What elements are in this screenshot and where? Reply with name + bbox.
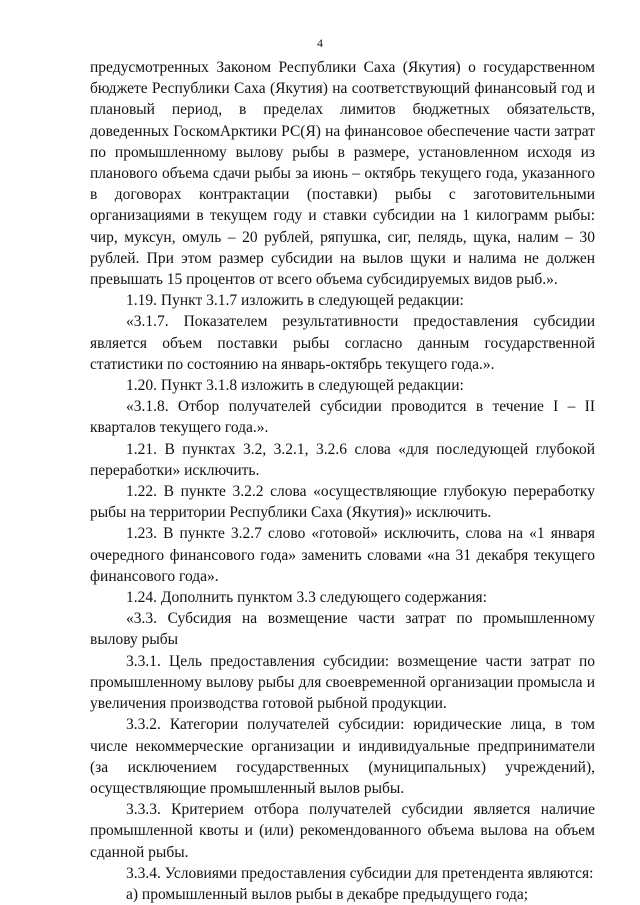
paragraph-1-21: 1.21. В пунктах 3.2, 3.2.1, 3.2.6 слова «для последующей глубокой переработки» исключить. [90, 440, 595, 479]
paragraph-1-20: 1.20. Пункт 3.1.8 изложить в следующей редакции: [126, 377, 464, 395]
paragraph-1-22: 1.22. В пункте 3.2.2 слова «осуществляющие глубокую переработку рыбы на территории Республики Саха (Якутия)» исключить. [90, 483, 595, 522]
paragraph-3-3: «3.3. Субсидия на возмещение части затрат по промышленному вылову рыбы [90, 610, 595, 649]
list-item-a: а) промышленный вылов рыбы в декабре предыдущего года; [126, 885, 529, 903]
paragraph-1-24: 1.24. Дополнить пунктом 3.3 следующего содержания: [126, 589, 487, 607]
paragraph-3-3-3: 3.3.3. Критерием отбора получателей субсидии является наличие промышленной квоты и (или) рекомендованного объема вылова на объем сданной рыбы. [90, 801, 595, 861]
paragraph-3-3-2: 3.3.2. Категории получателей субсидии: юридические лица, в том числе некоммерческие организации и индивидуальные предприниматели (за исключением государственных (муниципальных) учреждений), осуществляющие промышленный вылов рыбы. [90, 716, 595, 797]
paragraph-1-19: 1.19. Пункт 3.1.7 изложить в следующей редакции: [126, 292, 464, 310]
paragraph-3-1-8: «3.1.8. Отбор получателей субсидии проводится в течение I – II кварталов текущего года.». [90, 398, 595, 437]
paragraph-continuation: предусмотренных Законом Республики Саха (Якутия) о государственном бюджете Республики Саха (Якутия) на соответствующий финансовый год и плановый период, в пределах лимитов бюджетных обязательств, доведенных ГоскомАрктики РС(Я) на финансовое обеспечение части затрат по промышленному вылову рыбы в размере, установленном исходя из планового объема сдачи рыбы за июнь – октябрь текущего года, указанного в договорах контрактации (поставки) рыбы с заготовительными организациями в текущем году и ставки субсидии на 1 килограмм рыбы: чир, муксун, омуль – 20 рублей, ряпушка, сиг, пелядь, щука, налим – 30 рублей. При этом размер субсидии на вылов щуки и налима не должен превышать 15 процентов от всего объема субсидируемых видов рыб.». [90, 59, 595, 289]
paragraph-1-23: 1.23. В пункте 3.2.7 слово «готовой» исключить, слова на «1 января очередного финансового года» заменить словами «на 31 декабря текущего финансового года». [90, 525, 595, 585]
page-number: 4 [317, 36, 323, 50]
paragraph-3-3-1: 3.3.1. Цель предоставления субсидии: возмещение части затрат по промышленному вылову рыбы для своевременной организации промысла и увеличения производства готовой рыбной продукции. [90, 652, 595, 713]
paragraph-3-3-4: 3.3.4. Условиями предоставления субсидии для претендента являются: [126, 864, 594, 882]
document-body [90, 57, 595, 905]
paragraph-3-1-7: «3.1.7. Показателем результативности предоставления субсидии является объем поставки рыбы согласно данным государственной статистики по состоянию на январь-октябрь текущего года.». [90, 313, 595, 373]
